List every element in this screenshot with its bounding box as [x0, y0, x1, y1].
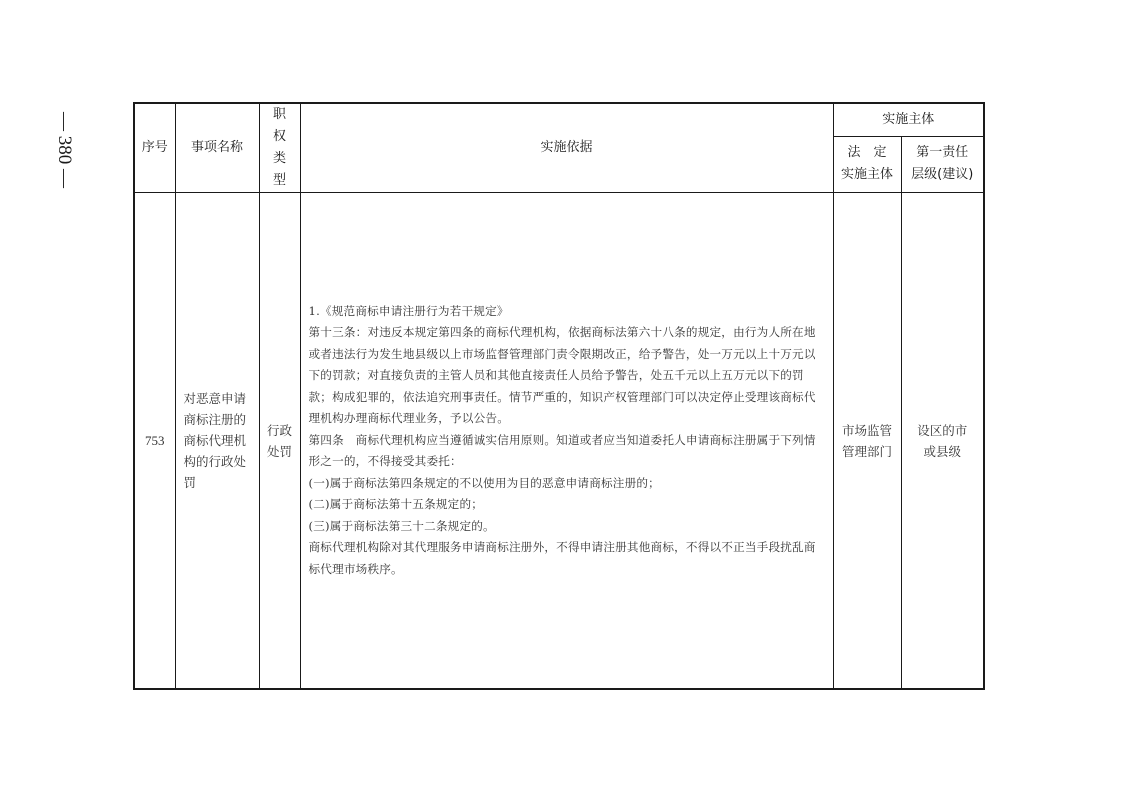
- header-basis-label: 实施依据: [540, 140, 593, 155]
- header-legal-line1: 法 定: [847, 145, 887, 161]
- header-type-label: 职权类型: [272, 107, 286, 188]
- page-number: — 380 —: [54, 112, 75, 188]
- table-row: [134, 193, 984, 690]
- row-name: [175, 193, 259, 690]
- row-first-level-value: 设区的市或县级: [917, 422, 968, 459]
- header-name: [175, 103, 259, 193]
- row-name-value: 对恶意申请商标注册的商标代理机构的行政处罚: [183, 391, 247, 490]
- basis-item-1: (一)属于商标法第四条规定的不以使用为目的恶意申请商标注册的；: [308, 475, 660, 490]
- basis-item-2: (二)属于商标法第十五条规定的；: [308, 497, 484, 512]
- row-basis: [300, 193, 833, 690]
- basis-item-3: (三)属于商标法第三十二条规定的。: [308, 518, 495, 533]
- header-first-level: [901, 136, 984, 192]
- basis-title: 1.《规范商标申请注册行为若干规定》: [308, 303, 509, 318]
- header-seq-label: 序号: [141, 140, 168, 155]
- row-seq: [134, 193, 175, 690]
- header-legal-subject: [833, 136, 901, 192]
- header-first-line2: 层级(建议): [911, 167, 974, 183]
- row-legal-subject: [833, 193, 901, 690]
- header-subject: [833, 103, 984, 136]
- header-subject-label: 实施主体: [882, 111, 935, 127]
- basis-article-4: 第四条 商标代理机构应当遵循诚实信用原则。知道或者应当知道委托人申请商标注册属于下列情形之一的，不得接受其委托：: [308, 432, 816, 469]
- header-type: [259, 103, 300, 193]
- basis-closing: 商标代理机构除对其代理服务申请商标注册外，不得申请注册其他商标，不得以不正当手段扰乱商标代理市场秩序。: [308, 540, 816, 576]
- row-type: [259, 193, 300, 690]
- row-type-value: 行政处罚: [266, 422, 292, 459]
- header-name-label: 事项名称: [190, 140, 243, 155]
- basis-article-13: 第十三条：对违反本规定第四条的商标代理机构，依据商标法第六十八条的规定，由行为人所在地或者违法行为发生地县级以上市场监督管理部门责令限期改正，给予警告，处一万元以上十万元以下的罚款；对直接负责的主管人员和其他直接责任人员给予警告，处五千元以上五万元以下的罚款；构成犯罪的，依法追究刑事责任。情节严重的，知识产权管理部门可以决定停止受理该商标代理机构办理商标代理业务，予以公告。: [308, 325, 816, 426]
- header-first-line1: 第一责任: [916, 145, 969, 161]
- enforcement-table: [133, 102, 985, 690]
- row-seq-value: 753: [145, 432, 165, 448]
- header-basis: [300, 103, 833, 193]
- row-first-level: [901, 193, 984, 690]
- row-legal-subject-value: 市场监管管理部门: [841, 422, 892, 459]
- header-legal-line2: 实施主体: [840, 167, 893, 183]
- header-seq: [134, 103, 175, 193]
